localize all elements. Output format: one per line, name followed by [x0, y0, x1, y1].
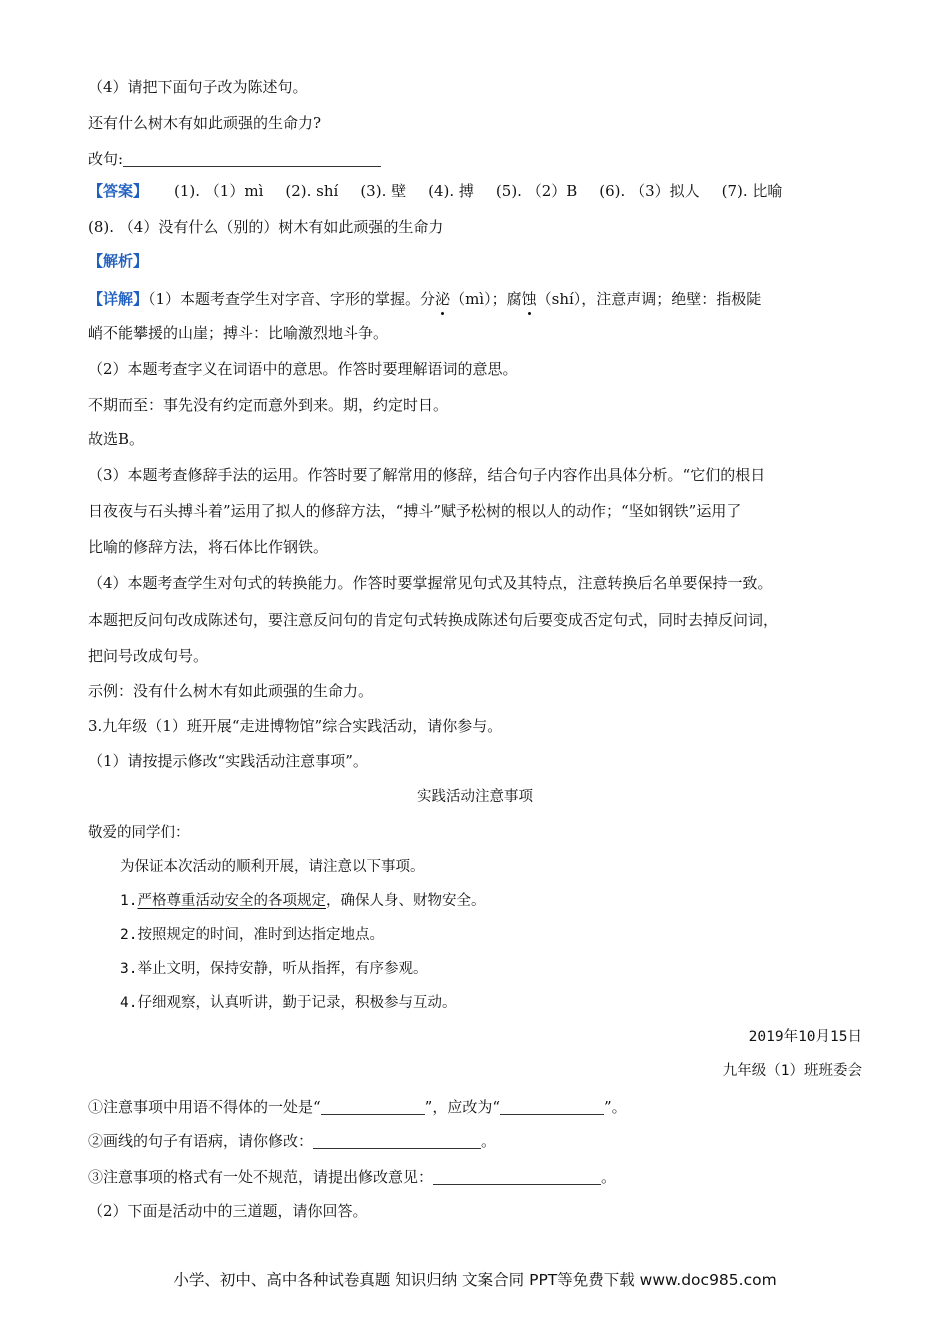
answer-item: (7). 比喻: [721, 182, 783, 200]
answer-line-2: (8). （4）没有什么（别的）树木有如此顽强的生命力: [88, 218, 444, 236]
answer-item: (6). （3）拟人: [599, 182, 700, 200]
item-number: 1.: [120, 893, 138, 909]
detail-p4-line2: 本题把反问句改成陈述句，要注意反问句的肯定句式转换成陈述句后要变成否定句式，同时去掉反问词，: [88, 611, 779, 629]
rewrite-blank: [123, 150, 381, 167]
footer-banner: 小学、初中、高中各种试卷真题 知识归纳 文案合同 PPT等免费下载 www.doc985.com: [173, 1271, 777, 1289]
detail-p3-line2: 日夜夜与石头搏斗着”运用了拟人的修辞方法，“搏斗”赋予松树的根以人的动作；“坚如钢铁”运用了: [88, 502, 742, 520]
question-text: ②画线的句子有语病，请你修改：: [88, 1132, 314, 1150]
answer-item: (3). 壁: [360, 182, 407, 200]
notice-intro: 为保证本次活动的顺利开展，请注意以下事项。: [120, 859, 425, 875]
answer-blank: [433, 1168, 601, 1185]
notice-item-2: 2.按照规定的时间，准时到达指定地点。: [120, 927, 384, 943]
answer-line: [88, 180, 782, 202]
rewrite-label: 改句:: [88, 150, 124, 168]
sub-question-2: （2）下面是活动中的三道题，请你回答。: [88, 1202, 368, 1220]
analysis-label: 【解析】: [88, 252, 149, 270]
q3-sub1: （1）请按提示修改“实践活动注意事项”。: [88, 752, 368, 770]
answer-item: (2). shí: [285, 182, 339, 200]
detail-p1-line1: [88, 288, 761, 310]
detail-p4-line1: （4）本题考查学生对句式的转换能力。作答时要掌握常见句式及其特点，注意转换后名单要保持一致。: [88, 574, 773, 592]
answer-item: (1). （1）mì: [174, 182, 264, 200]
detail-label: 【详解】: [88, 290, 149, 308]
answer-blank: [500, 1098, 604, 1115]
notice-item-4: 4.仔细观察，认真听讲，勤于记录，积极参与互动。: [120, 995, 457, 1011]
detail-text: （mì）；腐: [450, 290, 522, 308]
item-text: ，确保人身、财物安全。: [325, 893, 486, 909]
question-text: 。: [601, 1168, 617, 1186]
detail-example: 示例：没有什么树木有如此顽强的生命力。: [88, 682, 374, 700]
answer-label: 【答案】: [88, 182, 149, 200]
underlined-sentence: 严格尊重活动安全的各项规定: [137, 893, 326, 909]
answer-blank: [321, 1098, 425, 1115]
question-text: ”，应改为“: [424, 1098, 501, 1116]
dotted-char: 蚀: [521, 290, 537, 308]
q4-sentence: 还有什么树木有如此顽强的生命力?: [88, 114, 322, 132]
question-text: ③注意事项的格式有一处不规范，请提出修改意见：: [88, 1168, 434, 1186]
question-text: 。: [481, 1132, 497, 1150]
q4-prompt: （4）请把下面句子改为陈述句。: [88, 78, 308, 96]
question-2: [88, 1130, 496, 1152]
q3-title: 3.九年级（1）班开展“走进博物馆”综合实践活动，请你参与。: [88, 717, 503, 735]
question-3: [88, 1166, 616, 1188]
question-1: [88, 1096, 627, 1118]
notice-greeting: 敬爱的同学们：: [88, 825, 190, 841]
detail-p1-line2: 峭不能攀援的山崖；搏斗：比喻激烈地斗争。: [88, 324, 389, 342]
notice-title: 实践活动注意事项: [417, 789, 533, 805]
question-text: ①注意事项中用语不得体的一处是“: [88, 1098, 321, 1116]
detail-p3-line1: （3）本题考查修辞手法的运用。作答时要了解常用的修辞，结合句子内容作出具体分析。“它们的根日: [88, 466, 766, 484]
notice-date: 2019年10月15日: [748, 1029, 862, 1045]
answer-item: (5). （2）B: [495, 182, 578, 200]
answer-blank: [313, 1132, 481, 1149]
detail-p2-line3: 故选B。: [88, 430, 145, 448]
detail-text: （shí），注意声调；绝壁：指极陡: [536, 290, 762, 308]
notice-signature: 九年级（1）班班委会: [722, 1063, 862, 1079]
detail-p2-line2: 不期而至：事先没有约定而意外到来。期，约定时日。: [88, 396, 449, 414]
detail-p3-line3: 比喻的修辞方法，将石体比作钢铁。: [88, 538, 329, 556]
detail-p4-line3: 把问号改成句号。: [88, 647, 209, 665]
notice-item-3: 3.举止文明，保持安静，听从指挥，有序参观。: [120, 961, 428, 977]
question-text: ”。: [604, 1098, 627, 1116]
notice-item-1: [120, 890, 485, 912]
dotted-char: 泌: [435, 290, 451, 308]
detail-text: （1）本题考查学生对字音、字形的掌握。分: [148, 290, 436, 308]
answer-item: (4). 搏: [428, 182, 474, 200]
q4-rewrite-line: [88, 148, 381, 170]
detail-p2-line1: （2）本题考查字义在词语中的意思。作答时要理解语词的意思。: [88, 360, 518, 378]
